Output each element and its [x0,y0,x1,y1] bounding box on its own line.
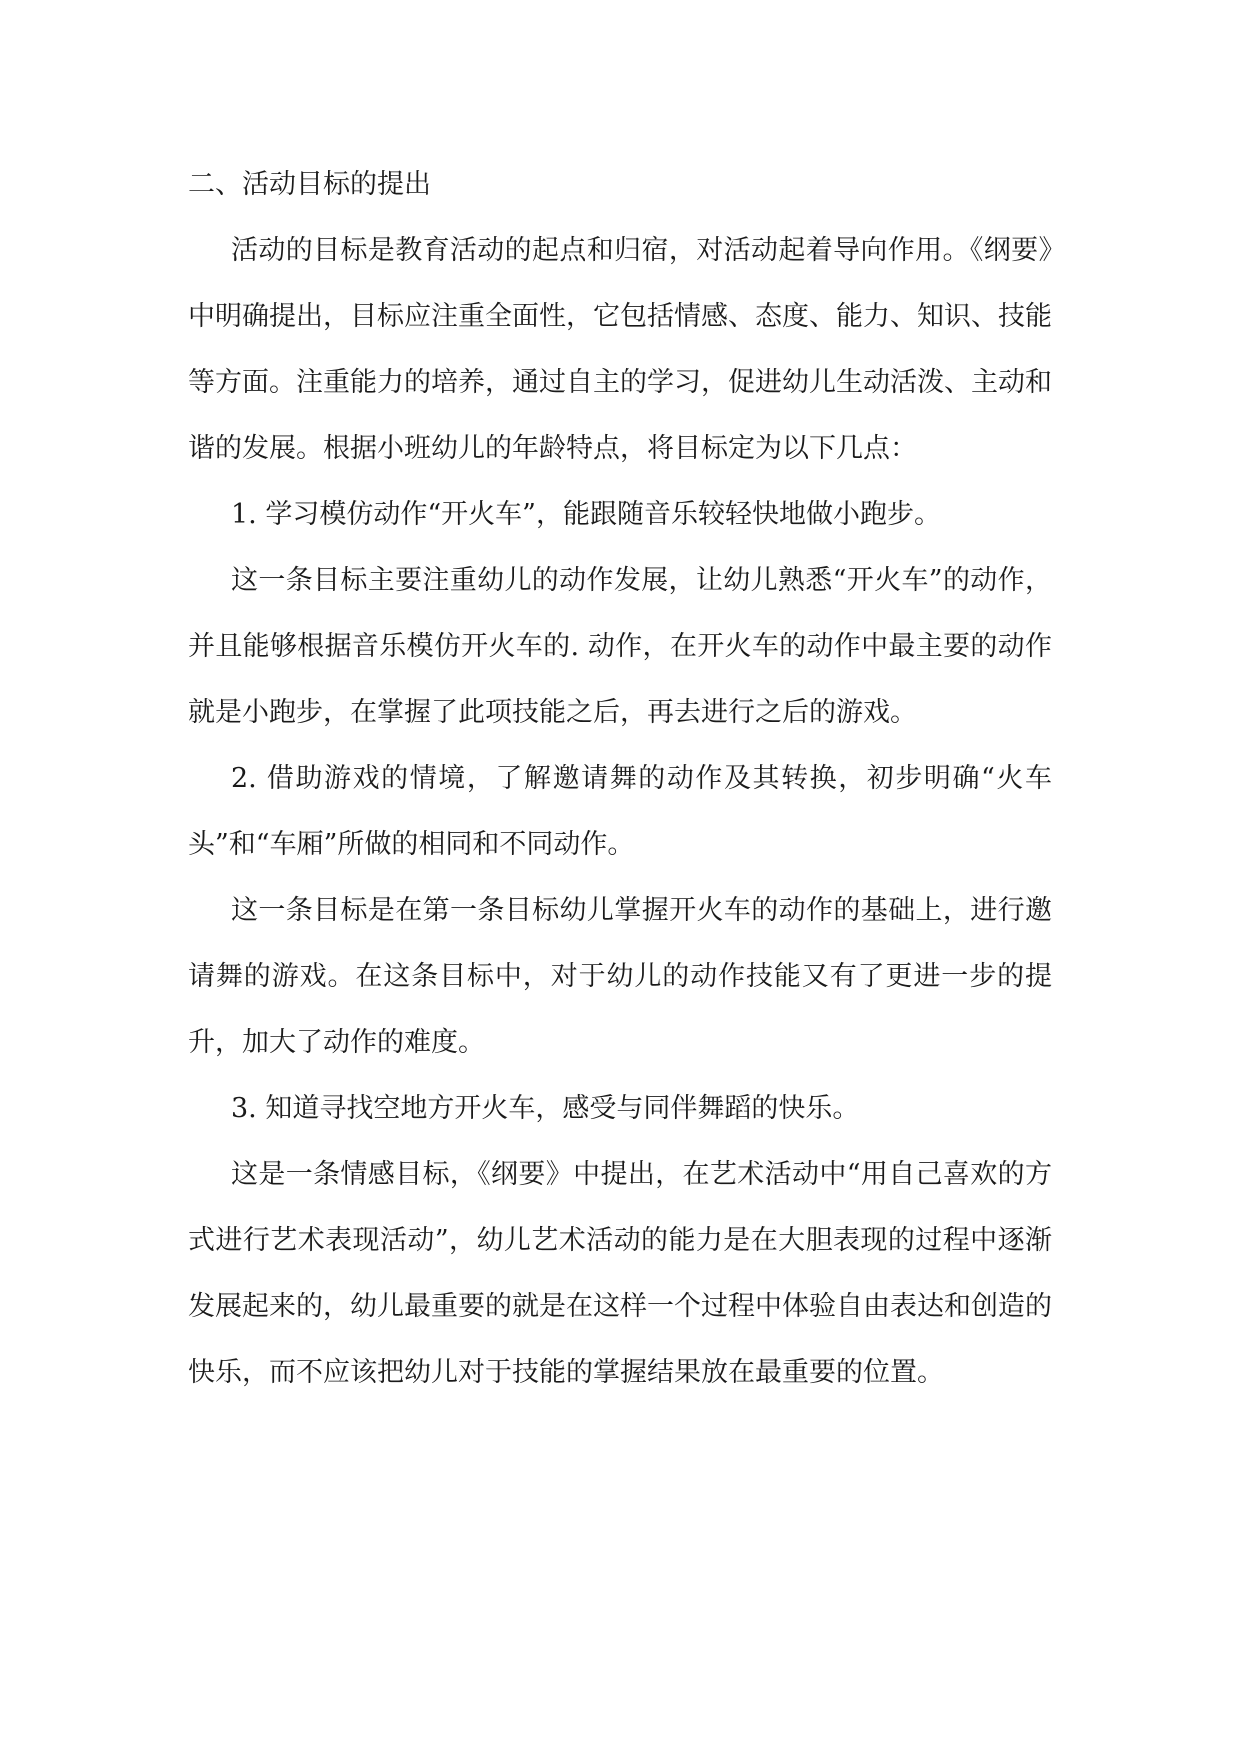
section-heading: 二、活动目标的提出 [188,169,431,200]
paragraph-intro: 活动的目标是教育活动的起点和归宿，对活动起着导向作用。《纲要》中明确提出，目标应注重全面性，它包括情感、态度、能力、知识、技能等方面。注重能力的培养，通过自主的学习，促进幼儿生动活泼、主动和谐的发展。根据小班幼儿的年龄特点，将目标定为以下几点： [188,235,1052,464]
goal-1-explanation: 这一条目标主要注重幼儿的动作发展，让幼儿熟悉“开火车”的动作，并且能够根据音乐模仿开火车的. 动作，在开火车的动作中最主要的动作就是小跑步，在掌握了此项技能之后，再去进行之后的游戏。 [188,565,1052,728]
goal-3-explanation: 这是一条情感目标，《纲要》中提出，在艺术活动中“用自己喜欢的方式进行艺术表现活动”，幼儿艺术活动的能力是在大胆表现的过程中逐渐发展起来的，幼儿最重要的就是在这样一个过程中体验自由表达和创造的快乐，而不应该把幼儿对于技能的掌握结果放在最重要的位置。 [188,1159,1052,1388]
document-body [188,152,1052,1406]
goal-3: 3. 知道寻找空地方开火车，感受与同伴舞蹈的快乐。 [231,1093,860,1124]
goal-2: 2. 借助游戏的情境，了解邀请舞的动作及其转换，初步明确“火车头”和“车厢”所做的相同和不同动作。 [188,763,1052,860]
goal-2-explanation: 这一条目标是在第一条目标幼儿掌握开火车的动作的基础上，进行邀请舞的游戏。在这条目标中，对于幼儿的动作技能又有了更进一步的提升，加大了动作的难度。 [188,895,1052,1058]
goal-1: 1. 学习模仿动作“开火车”，能跟随音乐较轻快地做小跑步。 [231,499,941,530]
